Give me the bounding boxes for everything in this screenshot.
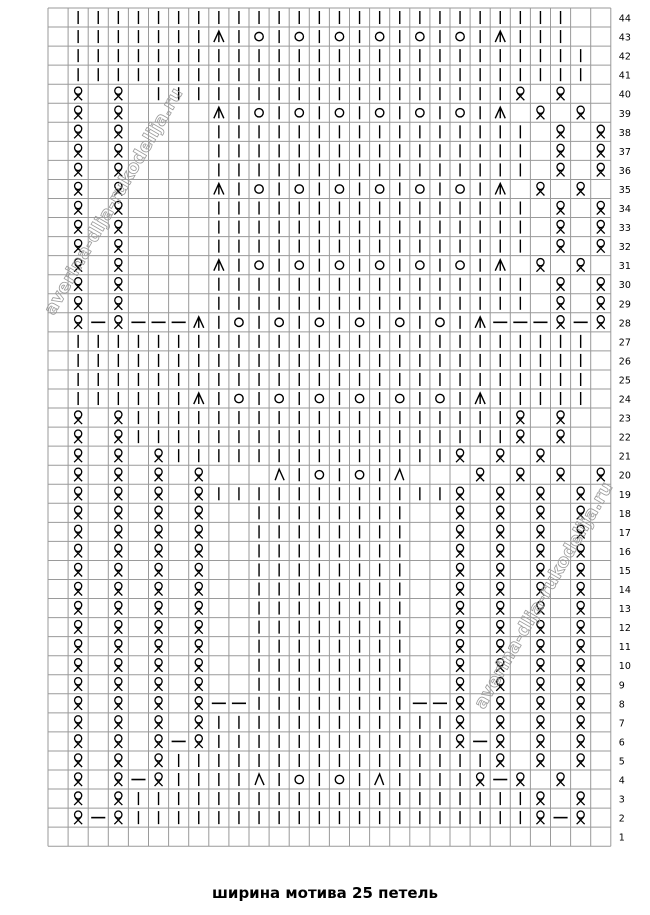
crossed-knit-stitch xyxy=(114,297,122,310)
crossed-knit-stitch xyxy=(577,811,585,824)
crossed-knit-stitch xyxy=(577,754,585,767)
crossed-knit-stitch xyxy=(155,582,163,595)
row-number: 34 xyxy=(618,204,631,216)
yarn-over xyxy=(456,185,464,193)
crossed-knit-stitch xyxy=(557,297,565,310)
crossed-knit-stitch xyxy=(155,563,163,576)
crossed-knit-stitch xyxy=(496,621,504,634)
crossed-knit-stitch xyxy=(195,716,203,729)
row-number: 35 xyxy=(618,184,631,196)
crossed-knit-stitch xyxy=(114,659,122,672)
row-number: 30 xyxy=(618,280,631,292)
crossed-knit-stitch xyxy=(536,754,544,767)
central-double-decrease xyxy=(214,31,224,42)
crossed-knit-stitch xyxy=(577,582,585,595)
row-number: 16 xyxy=(618,546,631,558)
row-number: 14 xyxy=(618,585,631,597)
row-number: 24 xyxy=(618,394,631,406)
crossed-knit-stitch xyxy=(74,125,82,138)
crossed-knit-stitch xyxy=(74,773,82,786)
crossed-knit-stitch xyxy=(536,506,544,519)
yarn-over xyxy=(335,261,343,269)
crossed-knit-stitch xyxy=(536,811,544,824)
crossed-knit-stitch xyxy=(577,259,585,272)
crossed-knit-stitch xyxy=(74,544,82,557)
crossed-knit-stitch xyxy=(114,259,122,272)
crossed-knit-stitch xyxy=(536,106,544,119)
crossed-knit-stitch xyxy=(155,544,163,557)
crossed-knit-stitch xyxy=(155,601,163,614)
crossed-knit-stitch xyxy=(536,182,544,195)
crossed-knit-stitch xyxy=(597,163,605,176)
crossed-knit-stitch xyxy=(195,659,203,672)
crossed-knit-stitch xyxy=(476,468,484,481)
crossed-knit-stitch xyxy=(557,201,565,214)
decrease-right xyxy=(255,774,264,785)
yarn-over xyxy=(295,185,303,193)
crossed-knit-stitch xyxy=(74,182,82,195)
crossed-knit-stitch xyxy=(195,697,203,710)
row-number: 37 xyxy=(618,146,631,158)
crossed-knit-stitch xyxy=(74,659,82,672)
row-number: 21 xyxy=(618,451,631,463)
crossed-knit-stitch xyxy=(114,563,122,576)
yarn-over xyxy=(416,261,424,269)
row-number: 9 xyxy=(618,680,625,692)
crossed-knit-stitch xyxy=(456,525,464,538)
crossed-knit-stitch xyxy=(114,735,122,748)
crossed-knit-stitch xyxy=(74,87,82,100)
yarn-over xyxy=(396,318,404,326)
crossed-knit-stitch xyxy=(114,601,122,614)
crossed-knit-stitch xyxy=(536,544,544,557)
crossed-knit-stitch xyxy=(74,525,82,538)
crossed-knit-stitch xyxy=(114,525,122,538)
crossed-knit-stitch xyxy=(597,240,605,253)
yarn-over xyxy=(335,185,343,193)
crossed-knit-stitch xyxy=(114,811,122,824)
crossed-knit-stitch xyxy=(496,449,504,462)
crossed-knit-stitch xyxy=(577,792,585,805)
crossed-knit-stitch xyxy=(74,316,82,329)
crossed-knit-stitch xyxy=(74,411,82,424)
row-number: 4 xyxy=(618,775,625,787)
row-number: 33 xyxy=(618,223,631,235)
central-double-decrease xyxy=(194,317,204,328)
yarn-over xyxy=(275,394,283,402)
crossed-knit-stitch xyxy=(577,182,585,195)
row-number: 27 xyxy=(618,337,631,349)
row-number: 41 xyxy=(618,70,631,82)
crossed-knit-stitch xyxy=(516,411,524,424)
row-number: 26 xyxy=(618,356,631,368)
crossed-knit-stitch xyxy=(114,240,122,253)
yarn-over xyxy=(456,32,464,40)
crossed-knit-stitch xyxy=(195,621,203,634)
crossed-knit-stitch xyxy=(536,449,544,462)
crossed-knit-stitch xyxy=(114,411,122,424)
crossed-knit-stitch xyxy=(74,220,82,233)
row-number: 29 xyxy=(618,299,631,311)
row-number: 13 xyxy=(618,604,631,616)
crossed-knit-stitch xyxy=(557,468,565,481)
crossed-knit-stitch xyxy=(496,735,504,748)
crossed-knit-stitch xyxy=(577,716,585,729)
crossed-knit-stitch xyxy=(155,773,163,786)
crossed-knit-stitch xyxy=(516,468,524,481)
row-number: 20 xyxy=(618,470,631,482)
yarn-over xyxy=(335,109,343,117)
row-number: 17 xyxy=(618,527,631,539)
crossed-knit-stitch xyxy=(74,678,82,691)
row-number: 2 xyxy=(618,813,625,825)
crossed-knit-stitch xyxy=(536,487,544,500)
crossed-knit-stitch xyxy=(456,659,464,672)
crossed-knit-stitch xyxy=(155,697,163,710)
crossed-knit-stitch xyxy=(557,411,565,424)
central-double-decrease xyxy=(475,393,485,404)
crossed-knit-stitch xyxy=(496,754,504,767)
yarn-over xyxy=(416,109,424,117)
crossed-knit-stitch xyxy=(536,259,544,272)
yarn-over xyxy=(355,471,363,479)
crossed-knit-stitch xyxy=(155,487,163,500)
yarn-over xyxy=(396,394,404,402)
central-double-decrease xyxy=(495,183,505,194)
crossed-knit-stitch xyxy=(456,716,464,729)
crossed-knit-stitch xyxy=(516,773,524,786)
crossed-knit-stitch xyxy=(74,735,82,748)
crossed-knit-stitch xyxy=(74,430,82,443)
crossed-knit-stitch xyxy=(114,697,122,710)
crossed-knit-stitch xyxy=(155,659,163,672)
yarn-over xyxy=(416,32,424,40)
crossed-knit-stitch xyxy=(577,659,585,672)
crossed-knit-stitch xyxy=(74,163,82,176)
crossed-knit-stitch xyxy=(456,678,464,691)
crossed-knit-stitch xyxy=(577,601,585,614)
yarn-over xyxy=(436,318,444,326)
row-number: 23 xyxy=(618,413,631,425)
row-number: 28 xyxy=(618,318,631,330)
crossed-knit-stitch xyxy=(496,601,504,614)
yarn-over xyxy=(335,32,343,40)
crossed-knit-stitch xyxy=(74,811,82,824)
crossed-knit-stitch xyxy=(195,468,203,481)
crossed-knit-stitch xyxy=(597,278,605,291)
central-double-decrease xyxy=(214,183,224,194)
crossed-knit-stitch xyxy=(496,544,504,557)
yarn-over xyxy=(235,318,243,326)
crossed-knit-stitch xyxy=(114,87,122,100)
row-number: 8 xyxy=(618,699,625,711)
yarn-over xyxy=(255,32,263,40)
row-number: 44 xyxy=(618,13,631,25)
crossed-knit-stitch xyxy=(114,316,122,329)
central-double-decrease xyxy=(214,260,224,271)
crossed-knit-stitch xyxy=(74,754,82,767)
central-double-decrease xyxy=(495,107,505,118)
crossed-knit-stitch xyxy=(536,678,544,691)
crossed-knit-stitch xyxy=(496,487,504,500)
row-number: 10 xyxy=(618,661,631,673)
crossed-knit-stitch xyxy=(456,697,464,710)
yarn-over xyxy=(375,32,383,40)
yarn-over xyxy=(295,775,303,783)
crossed-knit-stitch xyxy=(557,220,565,233)
crossed-knit-stitch xyxy=(74,697,82,710)
crossed-knit-stitch xyxy=(456,601,464,614)
row-number: 6 xyxy=(618,737,625,749)
central-double-decrease xyxy=(214,107,224,118)
crossed-knit-stitch xyxy=(577,697,585,710)
row-number: 7 xyxy=(618,718,625,730)
crossed-knit-stitch xyxy=(74,563,82,576)
crossed-knit-stitch xyxy=(74,640,82,653)
chart-caption: ширина мотива 25 петель xyxy=(212,884,438,902)
crossed-knit-stitch xyxy=(456,487,464,500)
crossed-knit-stitch xyxy=(496,716,504,729)
crossed-knit-stitch xyxy=(456,449,464,462)
crossed-knit-stitch xyxy=(114,773,122,786)
central-double-decrease xyxy=(495,31,505,42)
crossed-knit-stitch xyxy=(155,468,163,481)
yarn-over xyxy=(456,261,464,269)
row-number: 36 xyxy=(618,165,631,177)
decrease-right xyxy=(275,469,284,480)
crossed-knit-stitch xyxy=(577,678,585,691)
crossed-knit-stitch xyxy=(456,735,464,748)
crossed-knit-stitch xyxy=(456,544,464,557)
crossed-knit-stitch xyxy=(155,506,163,519)
crossed-knit-stitch xyxy=(74,621,82,634)
crossed-knit-stitch xyxy=(74,601,82,614)
yarn-over xyxy=(375,185,383,193)
crossed-knit-stitch xyxy=(114,144,122,157)
decrease-left xyxy=(395,469,404,480)
crossed-knit-stitch xyxy=(577,621,585,634)
crossed-knit-stitch xyxy=(597,297,605,310)
crossed-knit-stitch xyxy=(74,487,82,500)
crossed-knit-stitch xyxy=(456,640,464,653)
crossed-knit-stitch xyxy=(74,201,82,214)
crossed-knit-stitch xyxy=(456,582,464,595)
row-number: 39 xyxy=(618,108,631,120)
row-number: 18 xyxy=(618,508,631,520)
yarn-over xyxy=(335,775,343,783)
yarn-over xyxy=(315,394,323,402)
central-double-decrease xyxy=(194,393,204,404)
crossed-knit-stitch xyxy=(114,468,122,481)
crossed-knit-stitch xyxy=(597,125,605,138)
crossed-knit-stitch xyxy=(114,582,122,595)
crossed-knit-stitch xyxy=(155,735,163,748)
crossed-knit-stitch xyxy=(536,640,544,653)
crossed-knit-stitch xyxy=(577,487,585,500)
crossed-knit-stitch xyxy=(597,201,605,214)
crossed-knit-stitch xyxy=(456,563,464,576)
crossed-knit-stitch xyxy=(114,544,122,557)
yarn-over xyxy=(255,261,263,269)
crossed-knit-stitch xyxy=(456,506,464,519)
row-number: 19 xyxy=(618,489,631,501)
crossed-knit-stitch xyxy=(536,659,544,672)
crossed-knit-stitch xyxy=(536,525,544,538)
yarn-over xyxy=(255,109,263,117)
crossed-knit-stitch xyxy=(577,106,585,119)
crossed-knit-stitch xyxy=(536,735,544,748)
crossed-knit-stitch xyxy=(195,544,203,557)
row-number: 42 xyxy=(618,51,631,63)
crossed-knit-stitch xyxy=(114,716,122,729)
crossed-knit-stitch xyxy=(114,792,122,805)
crossed-knit-stitch xyxy=(155,754,163,767)
crossed-knit-stitch xyxy=(496,563,504,576)
yarn-over xyxy=(355,318,363,326)
row-number: 43 xyxy=(618,32,631,44)
yarn-over xyxy=(456,109,464,117)
crossed-knit-stitch xyxy=(155,678,163,691)
crossed-knit-stitch xyxy=(155,449,163,462)
crossed-knit-stitch xyxy=(195,563,203,576)
crossed-knit-stitch xyxy=(516,430,524,443)
row-number: 15 xyxy=(618,565,631,577)
crossed-knit-stitch xyxy=(155,525,163,538)
crossed-knit-stitch xyxy=(114,678,122,691)
crossed-knit-stitch xyxy=(155,716,163,729)
crossed-knit-stitch xyxy=(557,125,565,138)
crossed-knit-stitch xyxy=(74,506,82,519)
row-number: 1 xyxy=(618,832,625,844)
row-number: 32 xyxy=(618,242,631,254)
crossed-knit-stitch xyxy=(577,563,585,576)
crossed-knit-stitch xyxy=(476,773,484,786)
crossed-knit-stitch xyxy=(195,678,203,691)
crossed-knit-stitch xyxy=(577,640,585,653)
crossed-knit-stitch xyxy=(114,278,122,291)
crossed-knit-stitch xyxy=(114,106,122,119)
row-number-labels xyxy=(619,14,631,844)
yarn-over xyxy=(275,318,283,326)
crossed-knit-stitch xyxy=(74,449,82,462)
crossed-knit-stitch xyxy=(557,278,565,291)
row-number: 25 xyxy=(618,375,631,387)
yarn-over xyxy=(375,109,383,117)
crossed-knit-stitch xyxy=(536,697,544,710)
chart-grid xyxy=(48,8,611,846)
yarn-over xyxy=(355,394,363,402)
crossed-knit-stitch xyxy=(74,297,82,310)
crossed-knit-stitch xyxy=(195,487,203,500)
decrease-left xyxy=(375,774,384,785)
central-double-decrease xyxy=(495,260,505,271)
crossed-knit-stitch xyxy=(114,449,122,462)
crossed-knit-stitch xyxy=(195,582,203,595)
row-number: 12 xyxy=(618,623,631,635)
crossed-knit-stitch xyxy=(195,506,203,519)
crossed-knit-stitch xyxy=(557,144,565,157)
crossed-knit-stitch xyxy=(74,582,82,595)
crossed-knit-stitch xyxy=(597,220,605,233)
watermark-right: averina-dlja-rukodelija.ru xyxy=(470,478,618,713)
crossed-knit-stitch xyxy=(557,773,565,786)
crossed-knit-stitch xyxy=(597,144,605,157)
crossed-knit-stitch xyxy=(456,621,464,634)
crossed-knit-stitch xyxy=(496,525,504,538)
row-number: 11 xyxy=(618,642,631,654)
crossed-knit-stitch xyxy=(114,506,122,519)
crossed-knit-stitch xyxy=(74,792,82,805)
row-number: 22 xyxy=(618,432,631,444)
row-number: 3 xyxy=(618,794,625,806)
crossed-knit-stitch xyxy=(114,487,122,500)
yarn-over xyxy=(436,394,444,402)
crossed-knit-stitch xyxy=(114,621,122,634)
yarn-over xyxy=(315,318,323,326)
yarn-over xyxy=(416,185,424,193)
crossed-knit-stitch xyxy=(597,316,605,329)
watermark-left: averina-dlja-rukodelija.ru xyxy=(40,84,188,319)
crossed-knit-stitch xyxy=(155,621,163,634)
crossed-knit-stitch xyxy=(516,87,524,100)
crossed-knit-stitch xyxy=(536,792,544,805)
row-number: 5 xyxy=(618,756,625,768)
yarn-over xyxy=(255,185,263,193)
crossed-knit-stitch xyxy=(155,640,163,653)
yarn-over xyxy=(295,32,303,40)
crossed-knit-stitch xyxy=(536,716,544,729)
crossed-knit-stitch xyxy=(74,106,82,119)
crossed-knit-stitch xyxy=(114,220,122,233)
crossed-knit-stitch xyxy=(195,640,203,653)
yarn-over xyxy=(315,471,323,479)
crossed-knit-stitch xyxy=(74,468,82,481)
yarn-over xyxy=(295,109,303,117)
yarn-over xyxy=(235,394,243,402)
row-number: 31 xyxy=(618,261,631,273)
crossed-knit-stitch xyxy=(195,601,203,614)
yarn-over xyxy=(375,261,383,269)
crossed-knit-stitch xyxy=(557,316,565,329)
crossed-knit-stitch xyxy=(114,640,122,653)
crossed-knit-stitch xyxy=(114,754,122,767)
crossed-knit-stitch xyxy=(557,430,565,443)
crossed-knit-stitch xyxy=(195,735,203,748)
central-double-decrease xyxy=(475,317,485,328)
crossed-knit-stitch xyxy=(114,430,122,443)
crossed-knit-stitch xyxy=(195,525,203,538)
crossed-knit-stitch xyxy=(577,735,585,748)
yarn-over xyxy=(295,261,303,269)
row-number: 40 xyxy=(618,89,631,101)
crossed-knit-stitch xyxy=(74,144,82,157)
crossed-knit-stitch xyxy=(557,87,565,100)
row-number: 38 xyxy=(618,127,631,139)
crossed-knit-stitch xyxy=(114,125,122,138)
crossed-knit-stitch xyxy=(74,716,82,729)
crossed-knit-stitch xyxy=(557,163,565,176)
crossed-knit-stitch xyxy=(496,697,504,710)
crossed-knit-stitch xyxy=(496,582,504,595)
crossed-knit-stitch xyxy=(557,240,565,253)
crossed-knit-stitch xyxy=(496,506,504,519)
